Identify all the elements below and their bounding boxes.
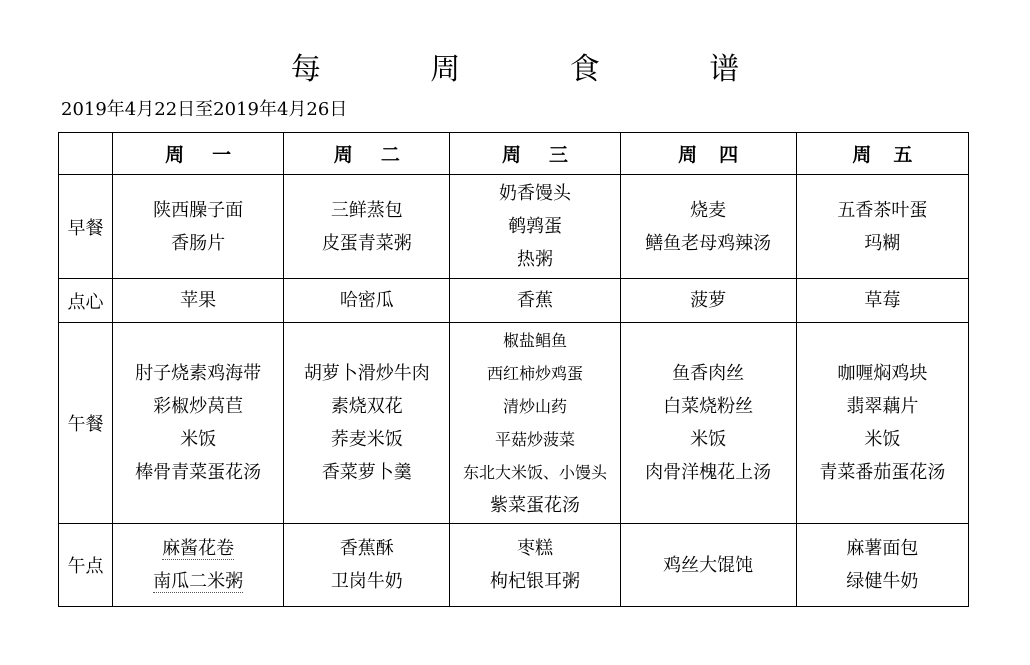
lunch-friday: 咖喱焖鸡块 翡翠藕片 米饭 青菜番茄蛋花汤 — [796, 323, 968, 524]
afternoon-thursday: 鸡丝大馄饨 — [620, 524, 796, 607]
page-title: 每 周 食 谱 — [290, 52, 790, 87]
afternoon-monday-item-1: 麻酱花卷 — [162, 538, 235, 559]
day-header-wednesday: 周 三 — [450, 133, 620, 175]
lunch-thursday: 鱼香肉丝 白菜烧粉丝 米饭 肉骨洋槐花上汤 — [620, 323, 796, 524]
snack-wednesday: 香蕉 — [450, 279, 620, 323]
breakfast-thursday: 烧麦 鳝鱼老母鸡辣汤 — [620, 175, 796, 279]
day-header-tuesday: 周 二 — [284, 133, 450, 175]
afternoon-snack-row — [59, 524, 969, 607]
breakfast-tuesday: 三鲜蒸包 皮蛋青菜粥 — [284, 175, 450, 279]
corner-cell — [59, 133, 113, 175]
lunch-tuesday: 胡萝卜滑炒牛肉 素烧双花 荞麦米饭 香菜萝卜羹 — [284, 323, 450, 524]
date-range: 2019年4月22日至2019年4月26日 — [61, 99, 348, 120]
lunch-wednesday: 椒盐鲳鱼 西红柿炒鸡蛋 清炒山药 平菇炒菠菜 东北大米饭、小馒头 紫菜蛋花汤 — [450, 323, 620, 524]
day-header-monday: 周 一 — [113, 133, 284, 175]
lunch-monday: 肘子烧素鸡海带 彩椒炒莴苣 米饭 棒骨青菜蛋花汤 — [113, 323, 284, 524]
afternoon-friday: 麻薯面包 绿健牛奶 — [796, 524, 968, 607]
meal-label-lunch: 午餐 — [59, 323, 113, 524]
table-header-row — [59, 133, 969, 175]
snack-row — [59, 279, 969, 323]
breakfast-monday: 陕西臊子面 香肠片 — [113, 175, 284, 279]
snack-monday: 苹果 — [113, 279, 284, 323]
afternoon-tuesday: 香蕉酥 卫岗牛奶 — [284, 524, 450, 607]
snack-tuesday: 哈密瓜 — [284, 279, 450, 323]
afternoon-monday — [113, 524, 284, 607]
afternoon-wednesday: 枣糕 枸杞银耳粥 — [450, 524, 620, 607]
snack-thursday: 菠萝 — [620, 279, 796, 323]
breakfast-row — [59, 175, 969, 279]
breakfast-wednesday: 奶香馒头 鹌鹑蛋 热粥 — [450, 175, 620, 279]
meal-label-afternoon-snack: 午点 — [59, 524, 113, 607]
day-header-friday: 周 五 — [796, 133, 968, 175]
weekly-menu-table — [58, 132, 969, 607]
day-header-thursday: 周 四 — [620, 133, 796, 175]
afternoon-monday-item-2: 南瓜二米粥 — [153, 571, 244, 592]
lunch-row — [59, 323, 969, 524]
meal-label-breakfast: 早餐 — [59, 175, 113, 279]
meal-label-snack: 点心 — [59, 279, 113, 323]
breakfast-friday: 五香茶叶蛋 玛糊 — [796, 175, 968, 279]
snack-friday: 草莓 — [796, 279, 968, 323]
